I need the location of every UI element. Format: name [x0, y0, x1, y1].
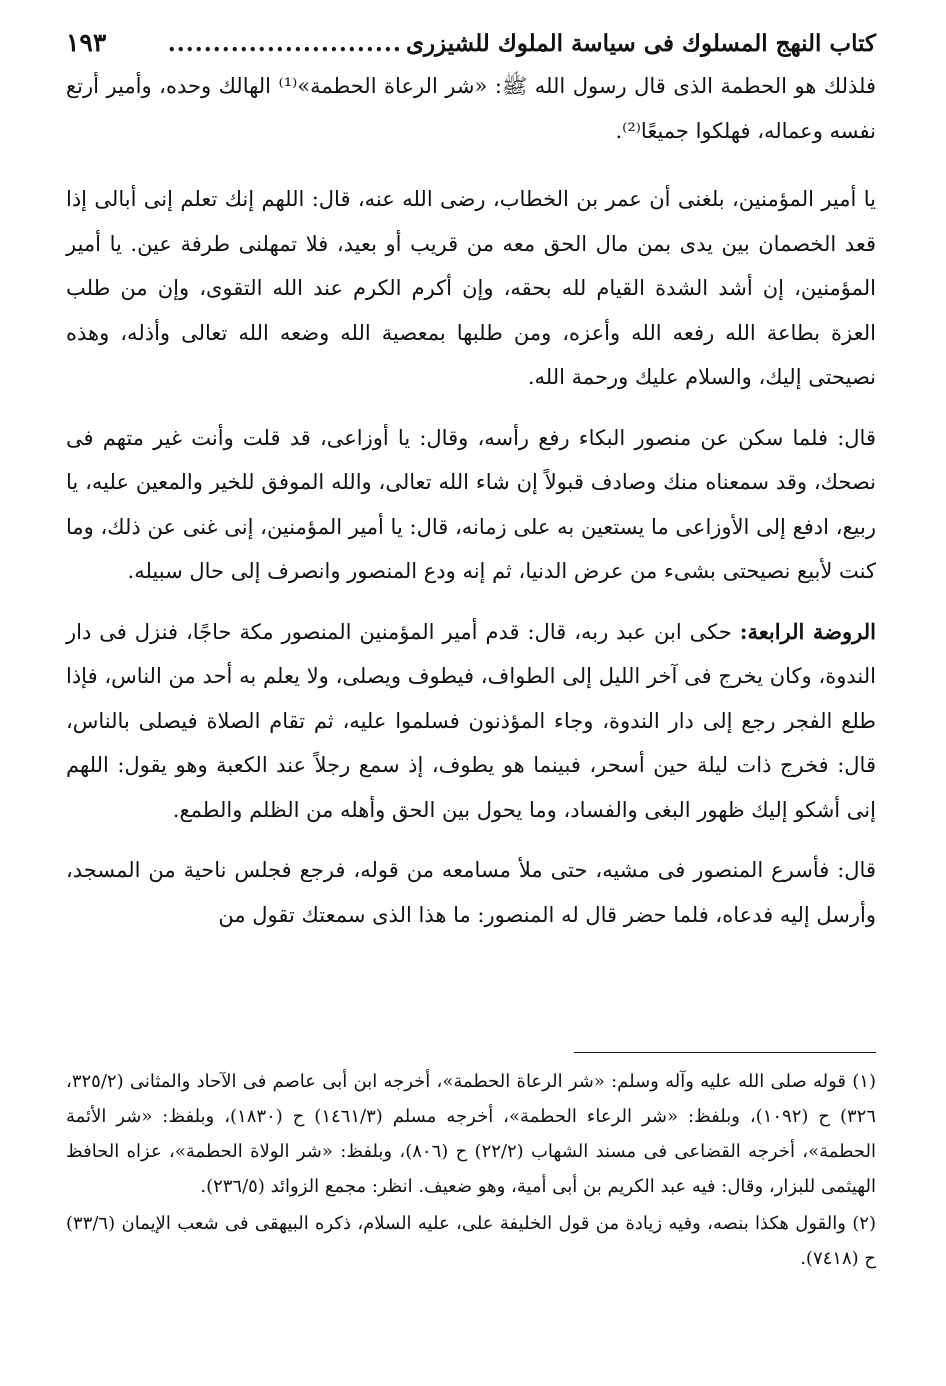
paragraph: يا أمير المؤمنين، بلغنى أن عمر بن الخطاب، رضى الله عنه، قال: اللهم إنك تعلم إنى أبالى إذا قعد الخصمان بين يدى بمن مال الحق معه من قريب أو بعيد، فلا تمهلنى طرفة عين. يا أمير المؤمنين، إن أشد الشدة القيام لله بحقه، وإن أكرم الكرم عند الله التقوى، وإن من طلب العزة بطاعة الله رفعه الله وأعزه، ومن طلبها بمعصية الله وضعه الله تعالى وأذله، وهذه نصيحتى إليك، والسلام عليك ورحمة الله.: [66, 187, 876, 389]
section-heading: الروضة الرابعة:: [739, 618, 876, 644]
section-paragraph: [66, 610, 876, 833]
footnote: (٢) والقول هكذا بنصه، وفيه زيادة من قول الخليفة على، عليه السلام، ذكره البيهقى فى شعب الإيمان (٣٣/٦) ح (٧٤١٨).: [66, 1213, 876, 1269]
footnote: (١) قوله صلى الله عليه وآله وسلم: «شر الرعاة الحطمة»، أخرجه ابن أبى عاصم فى الآحاد والمثانى (٣٢٥/٢، ٣٢٦) ح (١٠٩٢)، وبلفظ: «شر الرعاء الحطمة»، أخرجه مسلم (١٤٦١/٣) ح (١٨٣٠)، وبلفظ: «شر الأئمة الحطمة»، أخرجه القضاعى فى مسند الشهاب (٢٢/٢) ح (٨٠٦)، وبلفظ: «شر الولاة الحطمة»، عزاه الحافظ الهيثمى للبزار، وقال: فيه عبد الكريم بن أبى أمية، وهو ضعيف. انظر: مجمع الزوائد (٢٣٦/٥).: [66, 1071, 877, 1197]
running-header: [66, 22, 876, 64]
footnotes: [66, 1064, 876, 1278]
section-text: حكى ابن عبد ربه، قال: قدم أمير المؤمنين المنصور مكة حاجًا، فنزل فى دار الندوة، وكان يخرج فى آخر الليل إلى الطواف، فيطوف ويصلى، ولا يعلم به أحد من الناس، فإذا طلع الفجر رجع إلى دار الندوة، وجاء المؤذنون فسلموا عليه، ثم تقام الصلاة فيصلى بالناس، قال: فخرج ذات ليلة حين أسحر، فبينما هو يطوف، إذ سمع رجلاً عند الكعبة وهو يقول: اللهم إنى أشكو إليك ظهور البغى والفساد، وما يحول بين الحق وأهله من الظلم والطمع.: [66, 619, 876, 822]
paragraph: قال: فأسرع المنصور فى مشيه، حتى ملأ مسامعه من قوله، فرجع فجلس ناحية من المسجد، وأرسل إليه فدعاه، فلما حضر قال له المنصور: ما هذا الذى سمعتك تقول من: [66, 858, 876, 927]
paragraph: قال: فلما سكن عن منصور البكاء رفع رأسه، وقال: يا أوزاعى، قد قلت وأنت غير متهم فى نصحك، وقد سمعناه منك وصادف قبولاً إن شاء الله تعالى، والله الموفق للخير والمعين عليه، يا ربيع، ادفع إلى الأوزاعى ما يستعين به على زمانه، قال: يا أمير المؤمنين، إنى غنى عن ذلك، وما كنت لأبيع نصيحتى بشىء من عرض الدنيا، ثم إنه ودع المنصور وانصرف إلى حال سبيله.: [66, 425, 876, 583]
page-number: ١٩٣: [66, 28, 107, 57]
dot-leader: ..........................: [167, 30, 402, 57]
main-text: [66, 64, 876, 937]
paragraph: فلذلك هو الحطمة الذى قال رسول الله ﷺ: «شر الرعاة الحطمة»⁽¹⁾ الهالك وحده، وأمير أرتع نفسه وعماله، فهلكوا جميعًا⁽²⁾.: [66, 74, 876, 143]
footnote-divider: [574, 1052, 876, 1053]
running-title: كتاب النهج المسلوك فى سياسة الملوك للشيزرى: [405, 30, 876, 57]
